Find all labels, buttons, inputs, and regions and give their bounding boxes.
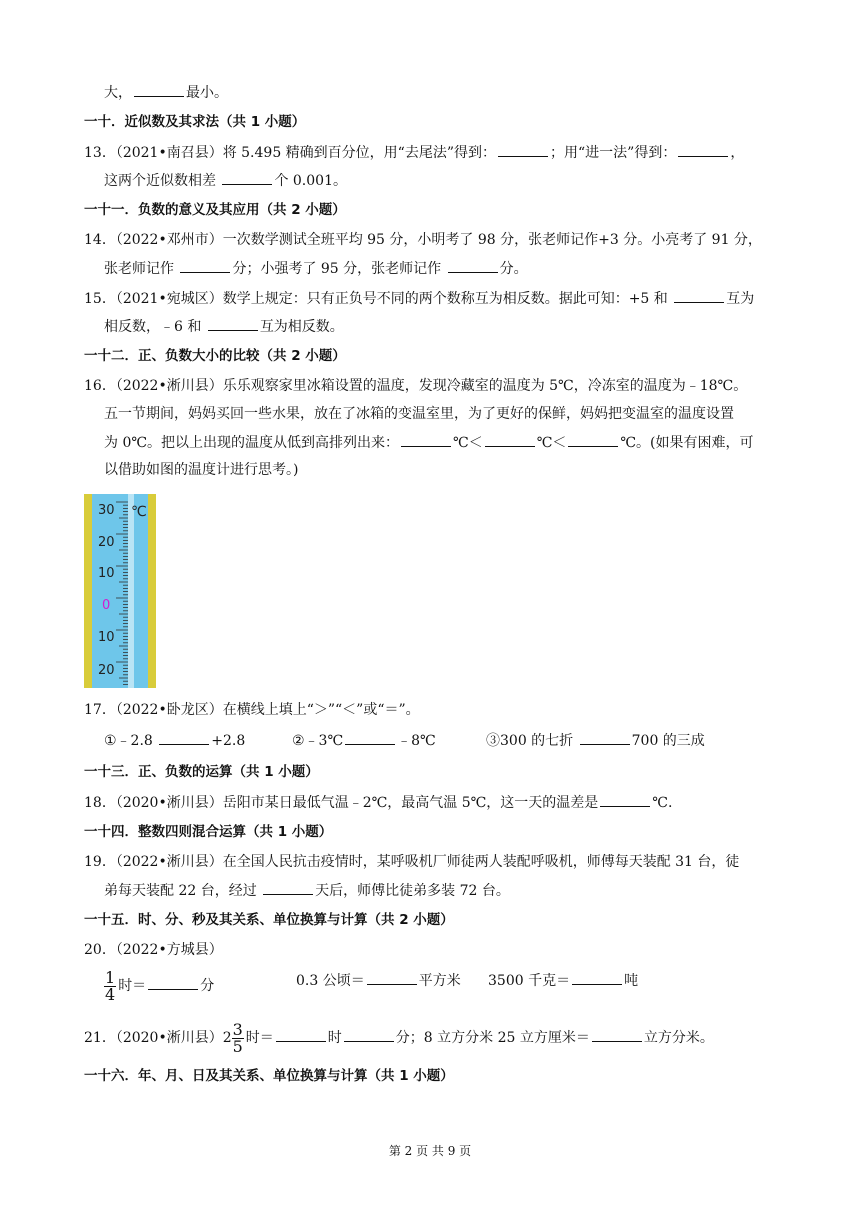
scale-label: 10 (98, 566, 115, 581)
answer-blank[interactable] (344, 1027, 394, 1042)
fraction-numerator: 3 (232, 1019, 243, 1039)
answer-blank[interactable] (600, 792, 650, 807)
scale-label: 30 (98, 503, 115, 518)
text: ℃. (652, 795, 673, 811)
section-heading-13: 一十三．正、负数的运算（共 1 小题） (84, 764, 319, 780)
answer-blank[interactable] (367, 970, 417, 985)
scale-label: 20 (98, 535, 115, 550)
question-21 (84, 1020, 714, 1056)
question-20-item3 (488, 970, 638, 991)
fraction-denominator: 4 (105, 984, 116, 1004)
text: 18．（2020•淅川县）岳阳市某日最低气温﹣2℃，最高气温 5℃，这一天的温差是 (84, 795, 599, 811)
question-20 (84, 940, 223, 960)
question-17-part2 (292, 730, 436, 751)
section-heading-16: 一十六．年、月、日及其关系、单位换算与计算（共 1 小题） (84, 1068, 454, 1084)
answer-blank[interactable] (568, 432, 618, 447)
question-14 (84, 230, 762, 250)
question-14-cont (104, 258, 528, 279)
question-16-cont3 (104, 460, 298, 480)
text: 16．（2022•淅川县）乐乐观察家里冰箱设置的温度，发现冷藏室的温度为 5℃，冷冻室的温度为﹣18℃。 (84, 378, 748, 394)
question-13-cont (104, 170, 347, 191)
text: 17．（2022•卧龙区）在横线上填上“＞”“＜”或“＝”。 (84, 702, 420, 718)
text: 相反数，﹣6 和 (104, 319, 206, 335)
question-15-cont (104, 316, 344, 337)
text: ℃＜ (453, 435, 483, 451)
text: 15．（2021•宛城区）数学上规定：只有正负号不同的两个数称互为相反数。据此可知：+5 和 (84, 291, 673, 307)
thermometer-tube (128, 494, 134, 688)
text: 0.3 公顷＝ (296, 973, 365, 989)
text: 互为相反数。 (259, 319, 344, 335)
question-19-cont (104, 880, 510, 901)
text: 分；8 立方分米 25 立方厘米＝ (395, 1030, 590, 1046)
answer-blank[interactable] (345, 730, 395, 745)
text: ℃。(如果有困难，可 (620, 435, 754, 451)
text: 20．（2022•方城县） (84, 942, 223, 958)
answer-blank[interactable] (276, 1027, 326, 1042)
text: ﹣8℃ (397, 733, 436, 749)
answer-blank[interactable] (401, 432, 451, 447)
question-20-items (104, 968, 214, 1004)
text: 天后，师傅比徒弟多装 72 台。 (315, 883, 510, 899)
text: 13．（2021•南召县）将 5.495 精确到百分位，用“去尾法”得到： (84, 145, 496, 161)
fraction-numerator: 1 (105, 967, 116, 987)
question-17-part1 (104, 730, 245, 751)
text: 为 0℃。把以上出现的温度从低到高排列出来： (104, 435, 400, 451)
section-heading-10: 一十．近似数及其求法（共 1 小题） (84, 114, 306, 130)
answer-blank[interactable] (674, 288, 724, 303)
text: 时 (327, 1030, 342, 1046)
thermometer-image (84, 494, 156, 688)
text: 时＝ (118, 978, 147, 994)
answer-blank[interactable] (180, 258, 230, 273)
text: 时＝ (245, 1030, 274, 1046)
text: 吨 (624, 973, 639, 989)
thermometer-right-edge (148, 494, 156, 688)
section-heading-14: 一十四．整数四则混合运算（共 1 小题） (84, 824, 333, 840)
text: 平方米 (418, 973, 461, 989)
text: 张老师记作 (104, 261, 179, 277)
text: 五一节期间，妈妈买回一些水果，放在了冰箱的变温室里，为了更好的保鲜，妈妈把变温室的温度设置 (104, 406, 734, 422)
scale-label: 10 (98, 630, 115, 645)
text: 700 的三成 (631, 733, 705, 749)
question-16-cont1 (104, 404, 734, 424)
text: ；用“进一法”得到： (550, 145, 677, 161)
answer-blank[interactable] (485, 432, 535, 447)
answer-blank[interactable] (572, 970, 622, 985)
question-13 (84, 142, 744, 163)
answer-blank[interactable] (263, 880, 313, 895)
text: 大， (104, 85, 132, 101)
scale-label: 20 (98, 663, 115, 678)
text: 以借助如图的温度计进行思考。) (104, 462, 299, 478)
text: 14．（2022•邓州市）一次数学测试全班平均 95 分，小明考了 98 分，张老师记作+3 分。小亮考了 91 分， (84, 232, 762, 248)
text: ③300 的七折 (486, 733, 578, 749)
question-16 (84, 376, 747, 396)
question-19 (84, 852, 739, 872)
answer-blank[interactable] (159, 730, 209, 745)
text: 3500 千克＝ (488, 973, 571, 989)
page-footer: 第 2 页 共 9 页 (388, 1144, 472, 1158)
text: ， (730, 145, 745, 161)
text: 最小。 (186, 85, 228, 101)
fraction (104, 967, 116, 1004)
text: 互为 (726, 291, 755, 307)
text: 分。 (499, 261, 528, 277)
text: 21．（2020•淅川县）2 (84, 1030, 232, 1046)
text: ②﹣3℃ (292, 733, 344, 749)
unit-label: ℃ (131, 504, 147, 520)
answer-blank[interactable] (134, 82, 184, 97)
question-16-cont2 (104, 432, 754, 453)
q12-tail (104, 82, 228, 103)
text: ①﹣2.8 (104, 733, 158, 749)
answer-blank[interactable] (222, 170, 272, 185)
text: 分 (200, 978, 215, 994)
answer-blank[interactable] (580, 730, 630, 745)
thermometer-background (84, 494, 156, 688)
text: 个 0.001。 (274, 173, 347, 189)
thermometer-left-edge (84, 494, 92, 688)
answer-blank[interactable] (498, 142, 548, 157)
question-18 (84, 792, 672, 813)
answer-blank[interactable] (148, 975, 198, 990)
question-15 (84, 288, 754, 309)
fraction-denominator: 5 (232, 1036, 243, 1056)
text: 分；小强考了 95 分，张老师记作 (232, 261, 446, 277)
answer-blank[interactable] (678, 142, 728, 157)
answer-blank[interactable] (448, 258, 498, 273)
text: +2.8 (211, 733, 246, 749)
section-heading-12: 一十二．正、负数大小的比较（共 2 小题） (84, 348, 346, 364)
answer-blank[interactable] (592, 1027, 642, 1042)
question-17-part3 (486, 730, 705, 751)
text: 19．（2022•淅川县）在全国人民抗击疫情时，某呼吸机厂师徒两人装配呼吸机，师傅每天装配 31 台，徒 (84, 854, 740, 870)
text: 弟每天装配 22 台，经过 (104, 883, 262, 899)
text: 这两个近似数相差 (104, 173, 221, 189)
fraction (232, 1019, 244, 1056)
answer-blank[interactable] (208, 316, 258, 331)
question-20-item2 (296, 970, 461, 991)
section-heading-11: 一十一．负数的意义及其应用（共 2 小题） (84, 202, 346, 218)
section-heading-15: 一十五．时、分、秒及其关系、单位换算与计算（共 2 小题） (84, 912, 454, 928)
question-17 (84, 700, 420, 720)
scale-label-zero: 0 (102, 598, 111, 613)
text: ℃＜ (536, 435, 567, 451)
text: 立方分米。 (643, 1030, 714, 1046)
